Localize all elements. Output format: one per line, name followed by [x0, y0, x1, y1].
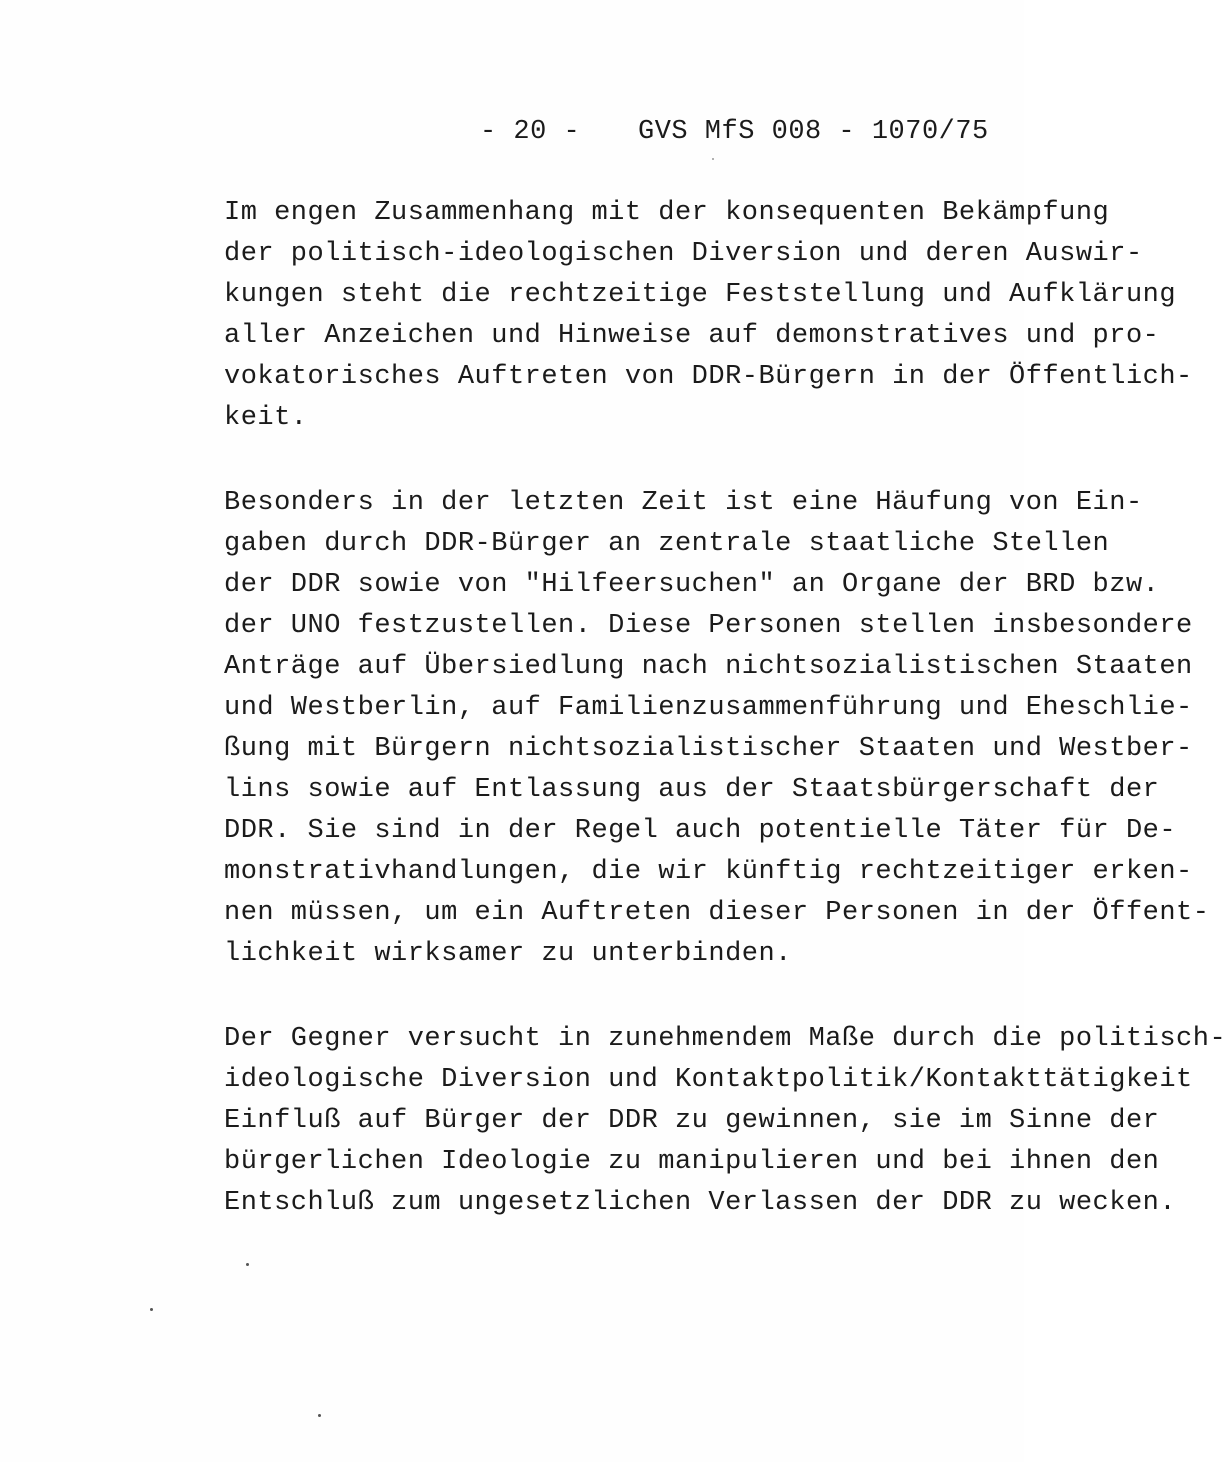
- text-line: gaben durch DDR-Bürger an zentrale staatliche Stellen: [224, 529, 1110, 559]
- scan-speck: [246, 1263, 249, 1266]
- text-line: und Westberlin, auf Familienzusammenführung und Eheschlie-: [224, 693, 1193, 723]
- text-line: nen müssen, um ein Auftreten dieser Personen in der Öffent-: [224, 898, 1210, 928]
- page-header: [480, 114, 989, 150]
- text-line: Einfluß auf Bürger der DDR zu gewinnen, sie im Sinne der: [224, 1106, 1160, 1136]
- text-line: Entschluß zum ungesetzlichen Verlassen der DDR zu wecken.: [224, 1188, 1177, 1218]
- text-line: Im engen Zusammenhang mit der konsequenten Bekämpfung: [224, 198, 1110, 228]
- text-line: keit.: [224, 403, 308, 433]
- text-line: bürgerlichen Ideologie zu manipulieren und bei ihnen den: [224, 1147, 1160, 1177]
- text-line: Anträge auf Übersiedlung nach nichtsozialistischen Staaten: [224, 652, 1193, 682]
- paragraph-3: [224, 1019, 1226, 1224]
- scan-speck: [712, 158, 714, 160]
- text-line: DDR. Sie sind in der Regel auch potentielle Täter für De-: [224, 816, 1177, 846]
- text-line: ßung mit Bürgern nichtsozialistischer Staaten und Westber-: [224, 734, 1193, 764]
- paragraph-1: [224, 193, 1193, 439]
- text-line: Besonders in der letzten Zeit ist eine Häufung von Ein-: [224, 488, 1143, 518]
- text-line: monstrativhandlungen, die wir künftig rechtzeitiger erken-: [224, 857, 1193, 887]
- document-reference: GVS MfS 008 - 1070/75: [638, 117, 989, 147]
- text-line: kungen steht die rechtzeitige Feststellung und Aufklärung: [224, 280, 1177, 310]
- text-line: der politisch-ideologischen Diversion und deren Auswir-: [224, 239, 1143, 269]
- text-line: Der Gegner versucht in zunehmendem Maße durch die politisch-: [224, 1024, 1226, 1054]
- text-line: vokatorisches Auftreten von DDR-Bürgern in der Öffentlich-: [224, 362, 1193, 392]
- text-line: der DDR sowie von "Hilfeersuchen" an Organe der BRD bzw.: [224, 570, 1160, 600]
- text-line: lichkeit wirksamer zu unterbinden.: [224, 939, 792, 969]
- page-number: - 20 -: [480, 117, 581, 147]
- scan-speck: [318, 1414, 321, 1417]
- text-line: ideologische Diversion und Kontaktpolitik/Kontakttätigkeit: [224, 1065, 1193, 1095]
- scan-speck: [150, 1308, 153, 1311]
- text-line: aller Anzeichen und Hinweise auf demonstratives und pro-: [224, 321, 1160, 351]
- paragraph-2: [224, 483, 1210, 975]
- text-line: lins sowie auf Entlassung aus der Staatsbürgerschaft der: [224, 775, 1160, 805]
- text-line: der UNO festzustellen. Diese Personen stellen insbesondere: [224, 611, 1193, 641]
